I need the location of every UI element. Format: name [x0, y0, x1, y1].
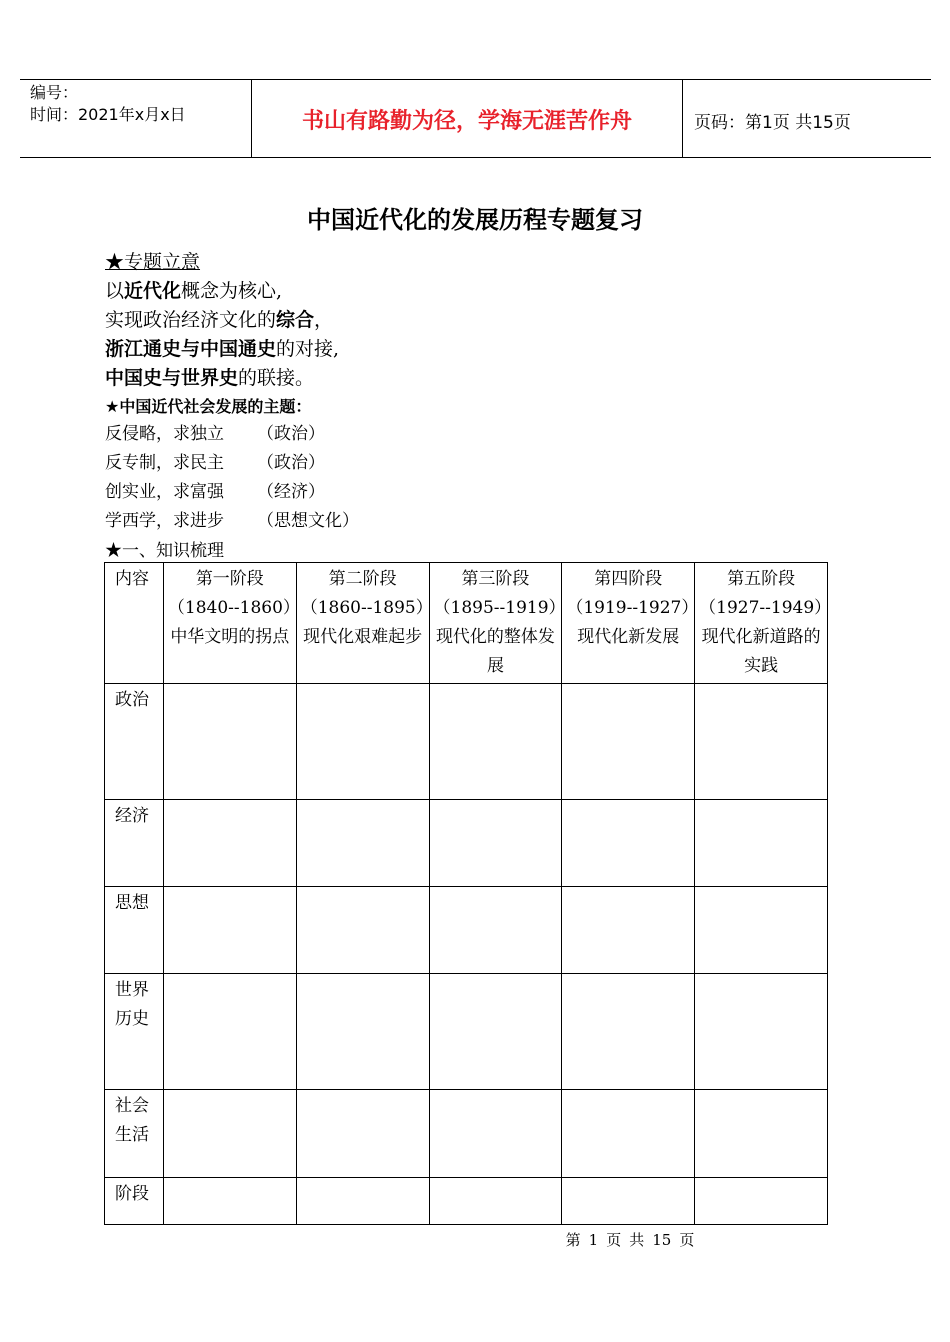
time-label: 时间：2021年x月x日	[30, 105, 186, 124]
theme-item: 反侵略，求独立 （政治）	[105, 424, 325, 444]
table-cell	[695, 800, 828, 887]
header-divider	[682, 80, 683, 157]
table-cell	[296, 1090, 429, 1178]
themes-list	[105, 420, 359, 536]
table-cell	[429, 684, 562, 800]
stage-header: 第二阶段 （1860--1895） 现代化艰难起步	[296, 563, 429, 684]
stage-header: 第五阶段 （1927--1949） 现代化新道路的实践	[695, 563, 828, 684]
table-cell	[562, 1090, 695, 1178]
table-cell	[429, 1090, 562, 1178]
knowledge-table	[104, 562, 832, 1225]
table-cell	[562, 887, 695, 974]
table-cell	[163, 1090, 296, 1178]
table-row	[105, 684, 828, 800]
knowledge-heading: ★一、知识梳理	[105, 541, 224, 561]
table-cell	[429, 974, 562, 1090]
row-label: 世界历史	[105, 974, 164, 1090]
table-cell	[562, 684, 695, 800]
header-meta	[30, 82, 186, 126]
table-cell	[163, 887, 296, 974]
table-cell	[296, 800, 429, 887]
table-cell	[695, 684, 828, 800]
table-cell	[562, 800, 695, 887]
row-label: 阶段	[105, 1178, 164, 1225]
intro-heading: ★专题立意	[105, 251, 201, 273]
intro-line: 实现政治经济文化的综合，	[105, 309, 334, 331]
table-cell	[429, 887, 562, 974]
table-cell	[695, 974, 828, 1090]
table-cell	[163, 974, 296, 1090]
table-corner: 内容	[105, 563, 164, 684]
row-label: 政治	[105, 684, 164, 800]
theme-item: 反专制，求民主 （政治）	[105, 453, 325, 473]
theme-item: 学西学，求进步 （思想文化）	[105, 511, 359, 531]
themes-heading: ★中国近代社会发展的主题：	[105, 397, 312, 416]
intro-line: 浙江通史与中国通史的对接,	[105, 338, 340, 360]
table-cell	[562, 1178, 695, 1225]
table-cell	[695, 887, 828, 974]
table-cell	[695, 1090, 828, 1178]
table-cell	[429, 1178, 562, 1225]
table-cell	[296, 974, 429, 1090]
table-cell	[695, 1178, 828, 1225]
table-cell	[562, 974, 695, 1090]
table-cell	[163, 684, 296, 800]
table-row	[105, 974, 828, 1090]
stage-header: 第四阶段 （1919--1927） 现代化新发展	[562, 563, 695, 684]
stage-header: 第一阶段 （1840--1860） 中华文明的拐点	[163, 563, 296, 684]
table-header-row	[105, 563, 828, 684]
table-row	[105, 800, 828, 887]
number-label: 编号：	[30, 83, 79, 102]
document-header	[20, 79, 931, 158]
table-cell	[296, 887, 429, 974]
intro-line: 以近代化概念为核心,	[105, 280, 283, 302]
header-motto: 书山有路勤为径，学海无涯苦作舟	[301, 109, 632, 134]
row-label: 思想	[105, 887, 164, 974]
table-cell	[163, 1178, 296, 1225]
table-row	[105, 1090, 828, 1178]
row-label: 经济	[105, 800, 164, 887]
table-cell	[296, 1178, 429, 1225]
stage-header: 第三阶段 （1895--1919） 现代化的整体发展	[429, 563, 562, 684]
intro-section	[105, 248, 339, 393]
page-footer: 第 1 页 共 15 页	[565, 1231, 695, 1249]
table-row	[105, 887, 828, 974]
row-label: 社会生活	[105, 1090, 164, 1178]
table-row	[105, 1178, 828, 1225]
table-cell	[429, 800, 562, 887]
page-title: 中国近代化的发展历程专题复习	[307, 206, 643, 234]
intro-line: 中国史与世界史的联接。	[105, 367, 315, 389]
header-page-info: 页码：第1页 共15页	[694, 113, 851, 133]
table-cell	[163, 800, 296, 887]
theme-item: 创实业，求富强 （经济）	[105, 482, 325, 502]
table-cell	[296, 684, 429, 800]
